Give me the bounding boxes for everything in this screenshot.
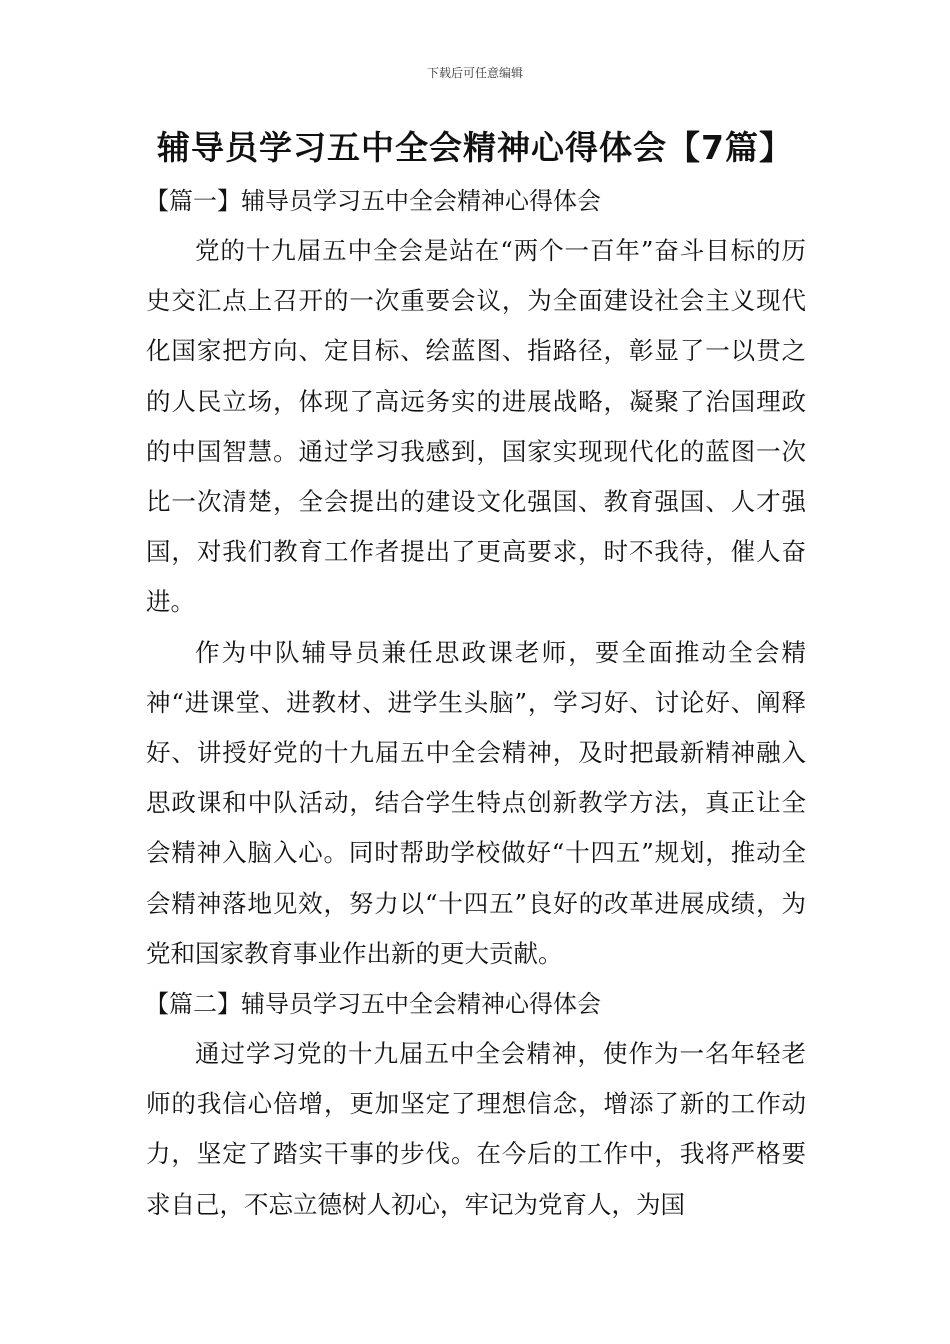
- section-2: [146, 979, 806, 1230]
- section-heading: 【篇二】辅导员学习五中全会精神心得体会: [145, 990, 601, 1019]
- document-title: 辅导员学习五中全会精神心得体会【7篇】: [157, 128, 793, 167]
- paragraph: 党的十九届五中全会是站在“两个一百年”奋斗目标的历史交汇点上召开的一次重要会议，为全面建设社会主义现代化国家把方向、定目标、绘蓝图、指路径，彰显了一以贯之的人民立场，体现了高远务实的进展战略，凝聚了治国理政的中国智慧。通过学习我感到，国家实现现代化的蓝图一次比一次清楚，全会提出的建设文化强国、教育强国、人才强国，对我们教育工作者提出了更高要求，时不我待，催人奋进。: [146, 236, 806, 617]
- document-body: [146, 176, 806, 1230]
- section-heading: 【篇一】辅导员学习五中全会精神心得体会: [145, 187, 601, 215]
- paragraph: 通过学习党的十九届五中全会精神，使作为一名年轻老师的我信心倍增，更加坚定了理想信念，增添了新的工作动力，坚定了踏实干事的步伐。在今后的工作中，我将严格要求自己，不忘立德树人初心，牢记为党育人，为国: [146, 1039, 806, 1219]
- section-1: [146, 176, 806, 979]
- paragraph: 作为中队辅导员兼任思政课老师，要全面推动全会精神“进课堂、进教材、进学生头脑”，学习好、讨论好、阐释好、讲授好党的十九届五中全会精神，及时把最新精神融入思政课和中队活动，结合学生特点创新教学方法，真正让全会精神入脑入心。同时帮助学校做好“十四五”规划，推动全会精神落地见效，努力以“十四五”良好的改革进展成绩，为党和国家教育事业作出新的更大贡献。: [146, 637, 806, 968]
- header-note: 下载后可任意编辑: [426, 66, 523, 80]
